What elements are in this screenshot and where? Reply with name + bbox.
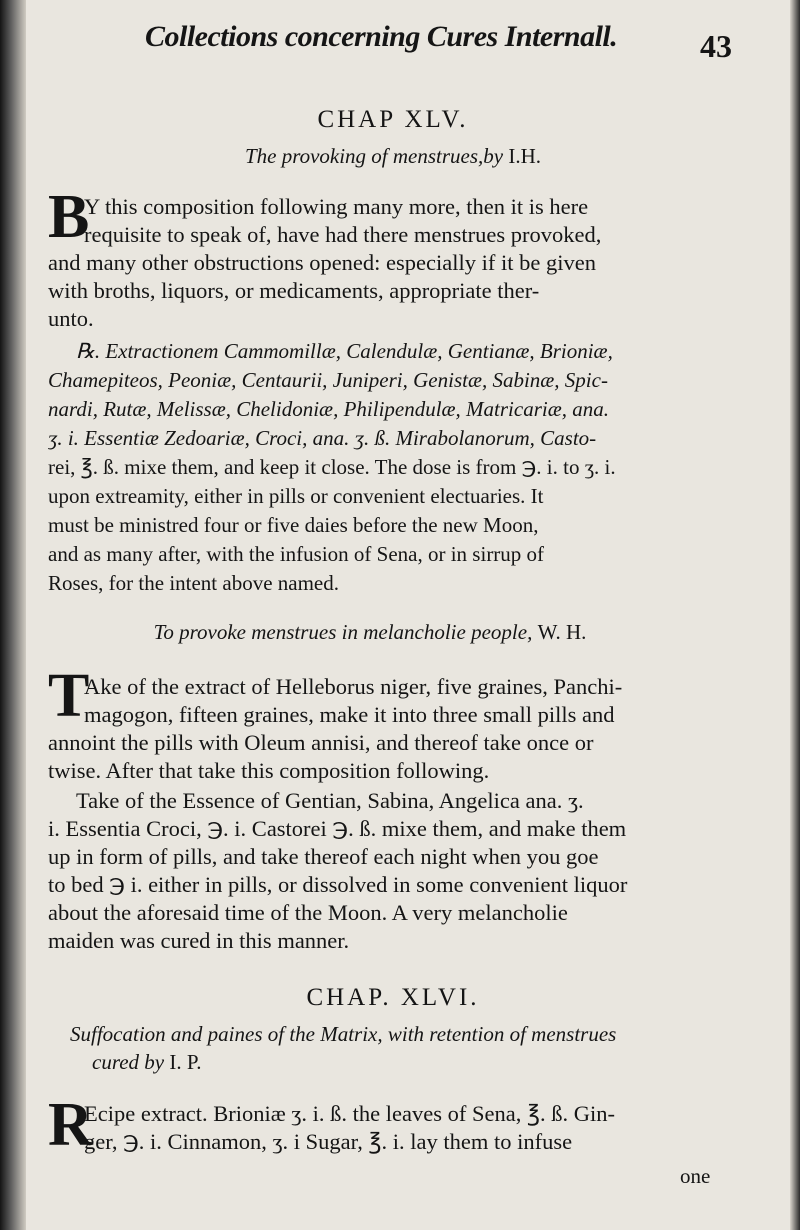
text-line: twise. After that take this composition following. xyxy=(48,758,490,783)
text-line: Chamepiteos, Peoniæ, Centaurii, Juniperi, Genistæ, Sabinæ, Spic- xyxy=(48,368,608,392)
chapter-title: CHAP XLV. xyxy=(317,106,469,133)
text-line: upon extreamity, either in pills or convenient electuaries. It xyxy=(48,484,544,508)
drop-cap: R xyxy=(48,1091,93,1159)
text-line: and as many after, with the infusion of Sena, or in sirrup of xyxy=(48,542,545,566)
text-line: nardi, Rutæ, Melissæ, Chelidoniæ, Philipendulæ, Matricariæ, ana. xyxy=(48,397,609,421)
chapter-subtitle-text: The provoking of menstrues,by xyxy=(244,144,504,168)
chapter-subtitle-author: I.H. xyxy=(508,144,542,168)
text-line: unto. xyxy=(48,306,94,331)
page-edge-shadow xyxy=(790,0,800,1230)
subtitle-text: cured by xyxy=(92,1050,165,1074)
text-line: Roses, for the intent above named. xyxy=(48,571,340,595)
paragraph xyxy=(48,1100,738,1156)
page-number: 43 xyxy=(700,28,732,64)
paragraph xyxy=(48,673,738,785)
text-line: rei, ℥. ß. mixe them, and keep it close. The dose is from ℈. i. to ʒ. i. xyxy=(48,455,616,479)
text-line: to bed ℈ i. either in pills, or dissolved in some convenient liquor xyxy=(48,872,628,897)
section-heading-text: To provoke menstrues in melancholie people, xyxy=(153,620,533,644)
chapter-subtitle-author: I. P. xyxy=(169,1050,202,1074)
text-line: and many other obstructions opened: especially if it be given xyxy=(48,250,596,275)
subtitle-line xyxy=(70,1048,750,1076)
text-line: up in form of pills, and take thereof each night when you goe xyxy=(48,844,599,869)
paragraph xyxy=(48,193,738,333)
text-line: requisite to speak of, have had there menstrues provoked, xyxy=(84,222,602,247)
text-line: Ake of the extract of Helleborus niger, five graines, Panchi- xyxy=(84,674,623,699)
text-line: ℞. Extractionem Cammomillæ, Calendulæ, Gentianæ, Brioniæ, xyxy=(76,339,613,363)
text-line: annoint the pills with Oleum annisi, and thereof take once or xyxy=(48,730,594,755)
section-heading xyxy=(60,620,680,645)
text-line: ʒ. i. Essentiæ Zedoariæ, Croci, ana. ʒ. ß. Mirabolanorum, Casto- xyxy=(48,426,597,450)
chapter-title: CHAP. XLVI. xyxy=(306,984,480,1011)
chapter-subtitle xyxy=(70,1020,750,1076)
text-line: maiden was cured in this manner. xyxy=(48,928,350,953)
drop-cap: B xyxy=(48,183,90,251)
text-line: i. Essentia Croci, ℈. i. Castorei ℈. ß. mixe them, and make them xyxy=(48,816,627,841)
recipe-paragraph xyxy=(48,337,738,598)
text-line: magogon, fifteen graines, make it into three small pills and xyxy=(84,702,615,727)
text-line: ger, ℈. i. Cinnamon, ʒ. i Sugar, ℥. i. lay them to infuse xyxy=(84,1129,573,1154)
text-line: about the aforesaid time of the Moon. A very melancholie xyxy=(48,900,568,925)
paragraph xyxy=(48,787,738,955)
text-line: Ecipe extract. Brioniæ ʒ. i. ß. the leaves of Sena, ℥. ß. Gin- xyxy=(84,1101,615,1126)
text-line: with broths, liquors, or medicaments, appropriate ther- xyxy=(48,278,540,303)
text-line: Y this composition following many more, then it is here xyxy=(84,194,589,219)
chapter-subtitle xyxy=(48,144,738,169)
running-head: Collections concerning Cures Internall. xyxy=(145,20,618,53)
book-spine-shadow xyxy=(0,0,26,1230)
subtitle-line: Suffocation and paines of the Matrix, with retention of menstrues xyxy=(70,1022,617,1046)
drop-cap: T xyxy=(48,662,90,730)
catchword: one xyxy=(680,1164,711,1188)
section-heading-author: W. H. xyxy=(537,620,587,644)
text-line: must be ministred four or five daies before the new Moon, xyxy=(48,513,539,537)
text-line: Take of the Essence of Gentian, Sabina, Angelica ana. ʒ. xyxy=(76,788,584,813)
